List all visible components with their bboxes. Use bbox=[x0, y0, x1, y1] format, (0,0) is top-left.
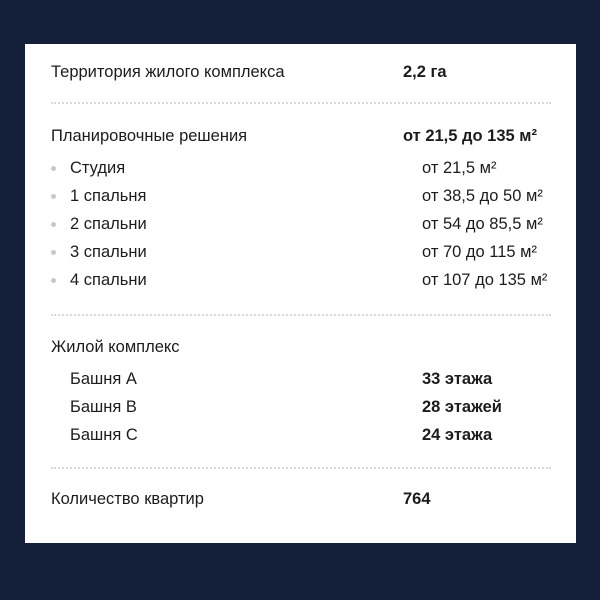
layout-item bbox=[51, 212, 551, 236]
tower-row bbox=[51, 395, 551, 419]
bullet-icon bbox=[51, 194, 56, 199]
bullet-icon bbox=[51, 250, 56, 255]
layout-item-value: от 21,5 м² bbox=[422, 158, 497, 177]
layout-item-label: 4 спальни bbox=[70, 270, 147, 289]
layout-item-label: 1 спальня bbox=[70, 186, 147, 205]
layouts-label: Планировочные решения bbox=[51, 126, 248, 145]
tower-row bbox=[51, 367, 551, 391]
apartments-label: Количество квартир bbox=[51, 489, 204, 508]
territory-label: Территория жилого комплекса bbox=[51, 62, 285, 81]
territory-row bbox=[51, 60, 551, 84]
bullet-icon bbox=[51, 222, 56, 227]
tower-floors: 24 этажа bbox=[422, 425, 493, 444]
layout-item bbox=[51, 240, 551, 264]
tower-floors: 28 этажей bbox=[422, 397, 502, 416]
layout-item-label: 2 спальни bbox=[70, 214, 147, 233]
layout-item-value: от 54 до 85,5 м² bbox=[422, 214, 543, 233]
layout-item-label: Студия bbox=[70, 158, 126, 177]
divider bbox=[51, 102, 551, 104]
layout-item bbox=[51, 268, 551, 292]
layouts-value: от 21,5 до 135 м² bbox=[403, 126, 537, 145]
layout-item bbox=[51, 184, 551, 208]
layout-item-label: 3 спальни bbox=[70, 242, 147, 261]
complex-label: Жилой комплекс bbox=[51, 337, 180, 356]
specs-card bbox=[25, 44, 576, 543]
layout-item-value: от 38,5 до 50 м² bbox=[422, 186, 543, 205]
divider bbox=[51, 314, 551, 316]
layout-item bbox=[51, 156, 551, 180]
tower-floors: 33 этажа bbox=[422, 369, 493, 388]
tower-label: Башня C bbox=[70, 425, 138, 444]
apartments-value: 764 bbox=[403, 489, 431, 508]
bullet-icon bbox=[51, 166, 56, 171]
complex-row bbox=[51, 335, 551, 359]
layouts-row bbox=[51, 124, 551, 148]
tower-label: Башня B bbox=[70, 397, 137, 416]
divider bbox=[51, 467, 551, 469]
bullet-icon bbox=[51, 278, 56, 283]
layout-item-value: от 107 до 135 м² bbox=[422, 270, 548, 289]
territory-value: 2,2 га bbox=[403, 62, 447, 81]
apartments-row bbox=[51, 487, 551, 511]
tower-row bbox=[51, 423, 551, 447]
tower-label: Башня А bbox=[70, 369, 137, 388]
layout-item-value: от 70 до 115 м² bbox=[422, 242, 538, 261]
